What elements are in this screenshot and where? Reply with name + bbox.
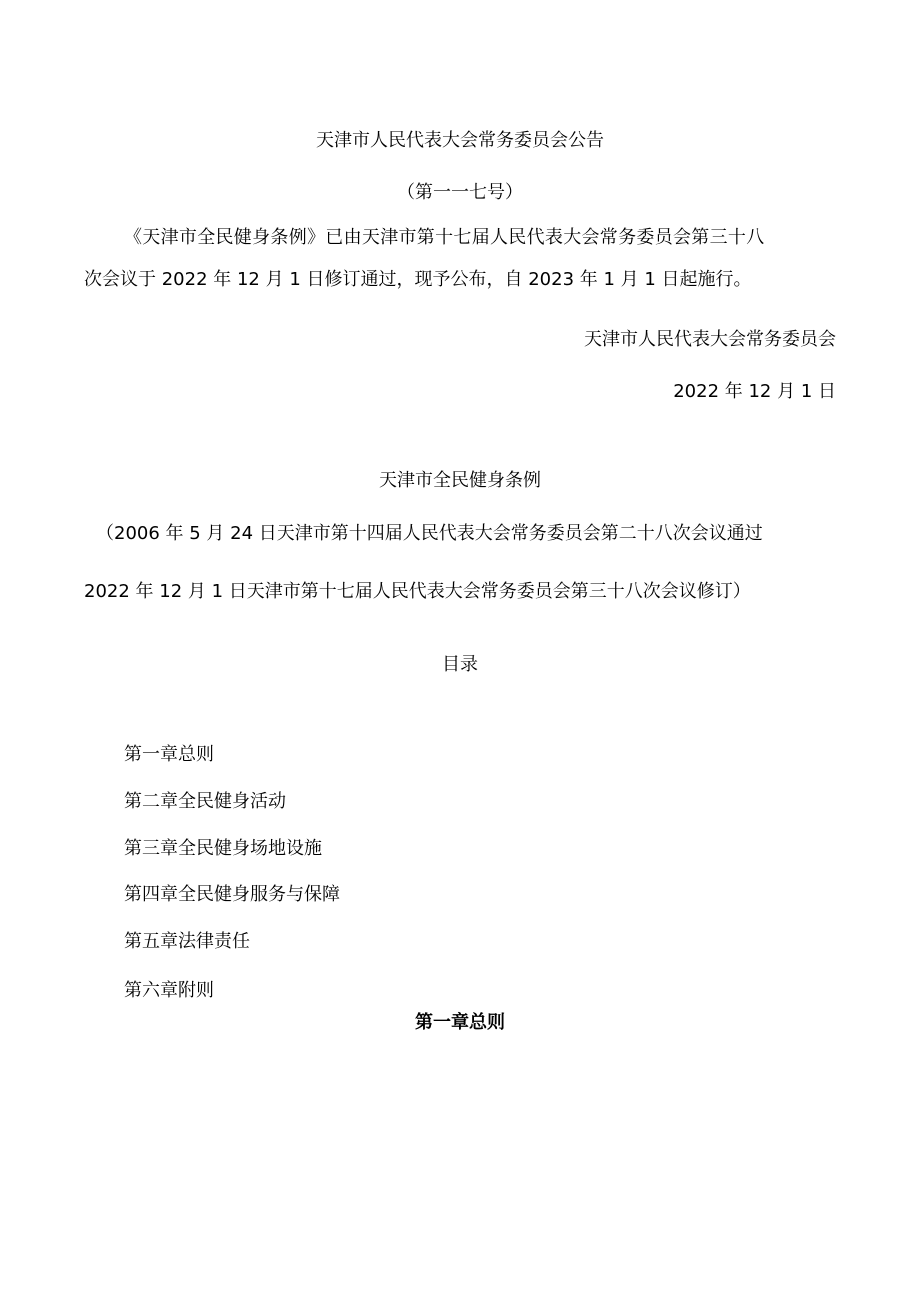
regulation-history-line-1: （2006 年 5 月 24 日天津市第十四届人民代表大会常务委员会第二十八次会议通过 <box>96 523 763 544</box>
announcement-body-line-2: 次会议于 2022 年 12 月 1 日修订通过，现予公布，自 2023 年 1 月 1 日起施行。 <box>84 269 752 290</box>
announcement-body-line-1: 《天津市全民健身条例》已由天津市第十七届人民代表大会常务委员会第三十八 <box>124 227 765 248</box>
regulation-history-line-2: 2022 年 12 月 1 日天津市第十七届人民代表大会常务委员会第三十八次会议修订） <box>84 581 751 602</box>
regulation-title: 天津市全民健身条例 <box>379 470 541 491</box>
announcement-date: 2022 年 12 月 1 日 <box>673 381 836 402</box>
toc-heading: 目录 <box>442 654 478 675</box>
announcement-issuer: 天津市人民代表大会常务委员会 <box>584 329 836 350</box>
toc-item-chapter-6: 第六章附则 <box>124 980 214 1001</box>
toc-item-chapter-3: 第三章全民健身场地设施 <box>124 838 322 859</box>
toc-item-chapter-2: 第二章全民健身活动 <box>124 791 286 812</box>
toc-item-chapter-1: 第一章总则 <box>124 744 214 765</box>
toc-item-chapter-4: 第四章全民健身服务与保障 <box>124 884 340 905</box>
announcement-title: 天津市人民代表大会常务委员会公告 <box>316 130 604 151</box>
announcement-number: （第一一七号） <box>397 182 523 203</box>
chapter-1-heading: 第一章总则 <box>415 1012 505 1033</box>
toc-item-chapter-5: 第五章法律责任 <box>124 931 250 952</box>
